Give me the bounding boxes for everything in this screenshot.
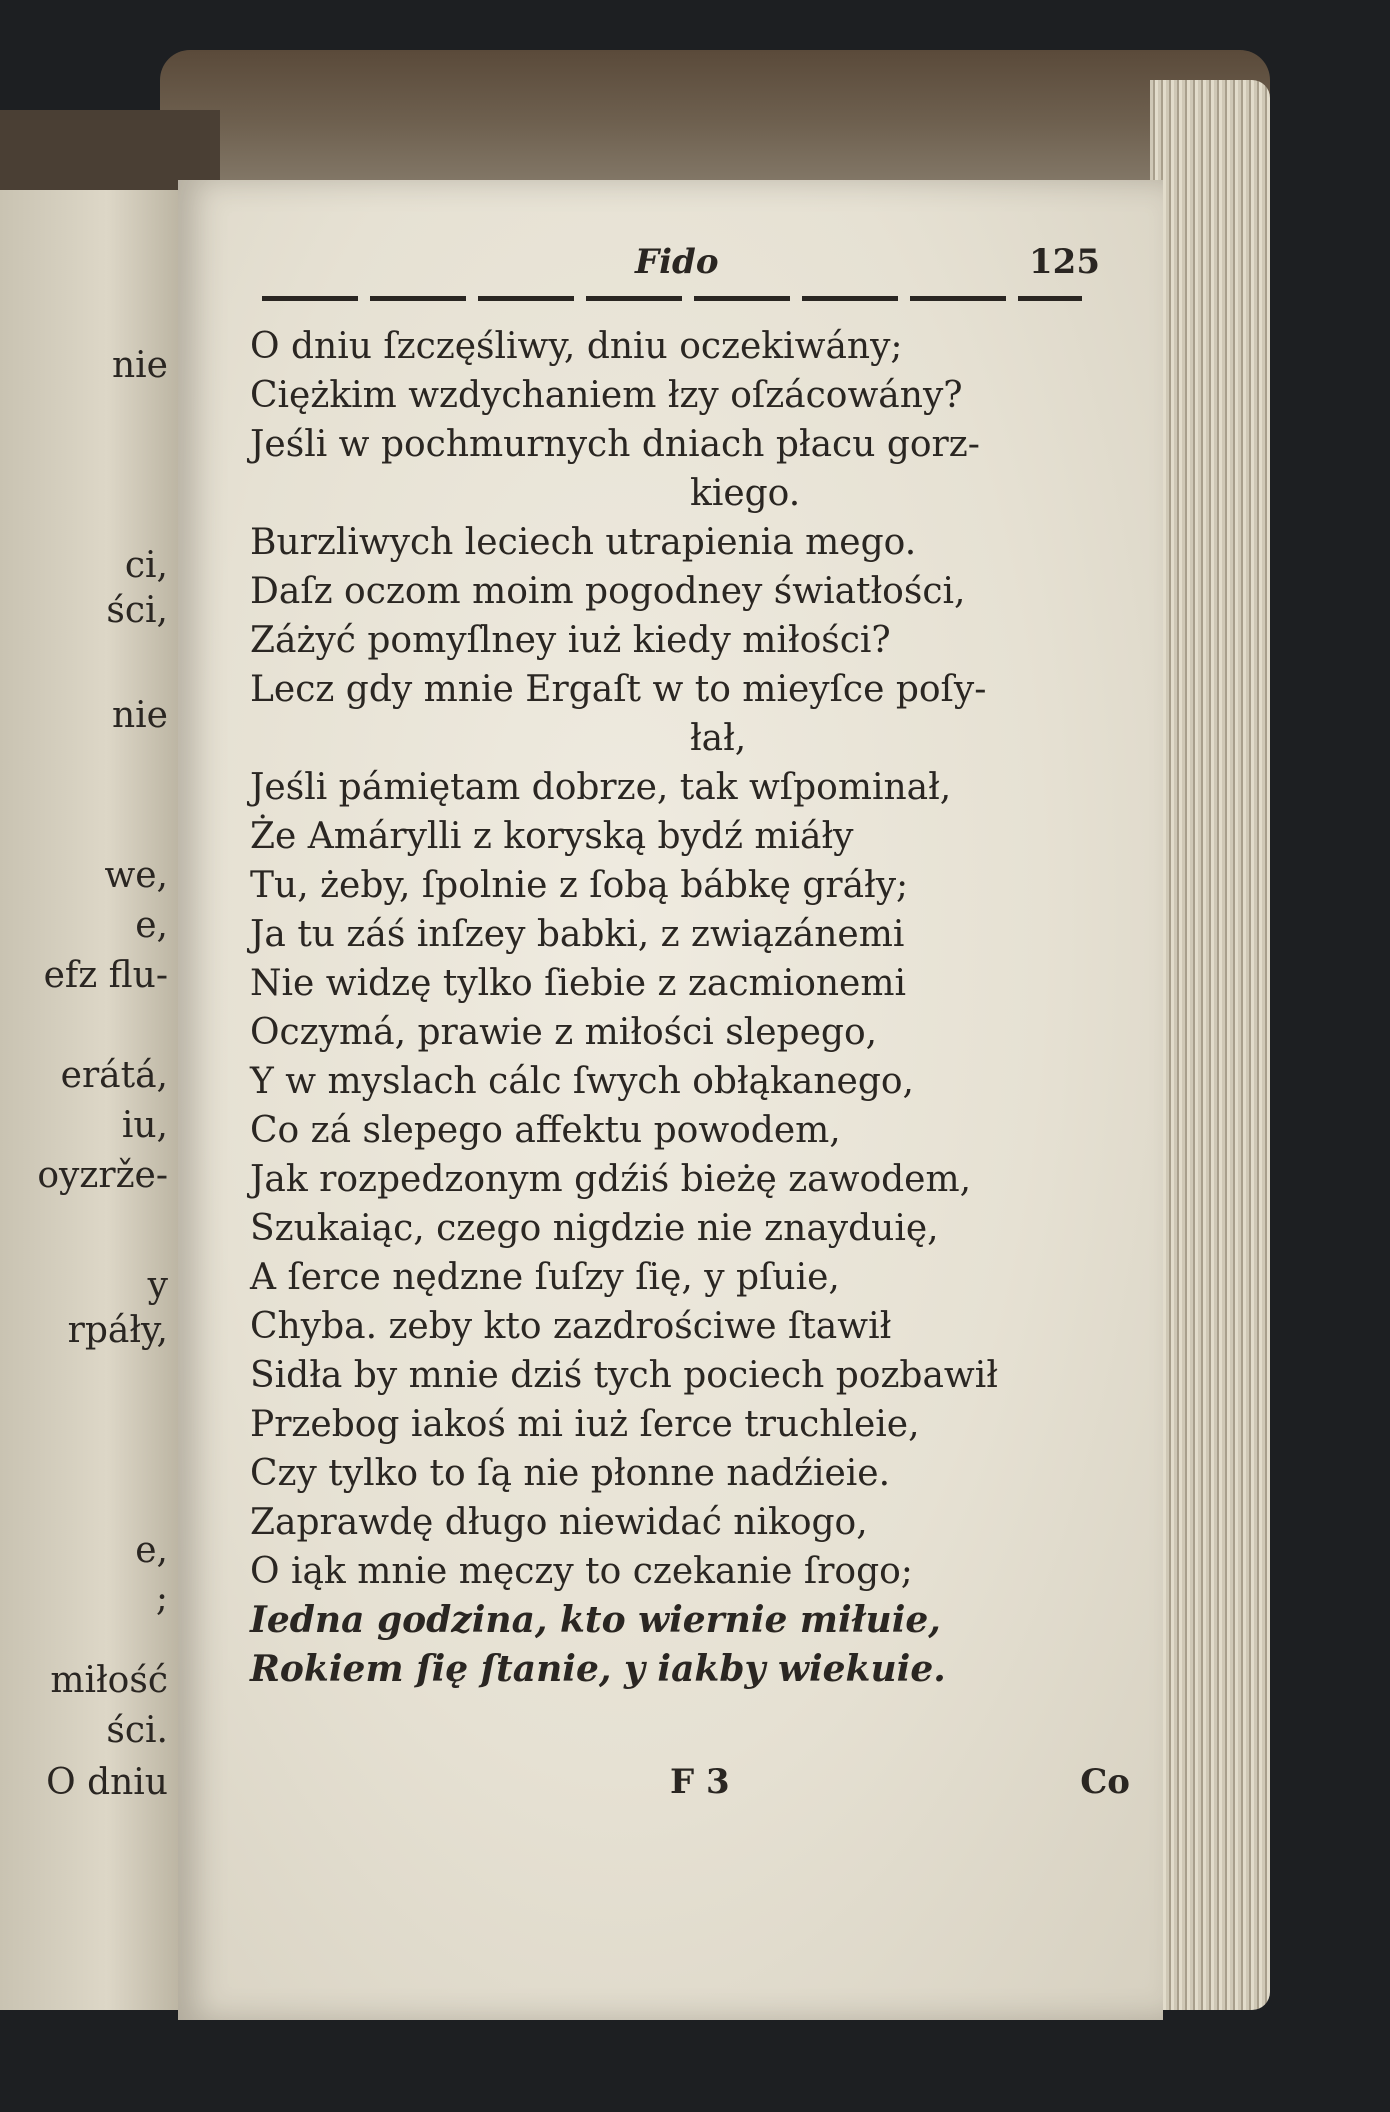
signature-mark: F 3 [670,1762,730,1802]
poem-line: Szukaiąc, czego nigdzie nie znayduię, [250,1208,939,1249]
poem-line: Ciężkim wzdychaniem łzy oſzácowány? [250,375,963,416]
poem-line: Przebog iakoś mi iuż ſerce truchleie, [250,1404,920,1445]
left-fragment: we, [104,855,168,896]
poem-line: Y w myslach cálc ſwych obłąkanego, [250,1061,914,1102]
left-fragment: ści. [106,1710,168,1751]
poem-line: Lecz gdy mnie Ergaſt w to mieyſce poſy- [250,669,987,710]
left-fragment: iu, [121,1105,168,1146]
left-fragment: nie [111,345,168,386]
poem-line: O iąk mnie męczy to czekanie ſrogo; [250,1551,913,1592]
page-footer [250,1762,1130,1812]
poem-line: A ſerce nędzne ſuſzy ſię, y pſuie, [250,1257,840,1298]
poem-line: kiego. [690,473,801,514]
poem-line: Iedna godzina, kto wiernie miłuie, [250,1599,941,1641]
poem-line: Jeśli pámiętam dobrze, tak wſpominał, [250,767,952,808]
poem-line: Oczymá, prawie z miłości slepego, [250,1012,878,1053]
poem-line: Záżyć pomyſlney iuż kiedy miłości? [250,620,891,661]
running-head: Fido [635,242,719,282]
left-fragment: rpáły, [67,1310,168,1351]
poem-line: Czy tylko to ſą nie płonne nadźieie. [250,1453,891,1494]
left-fragment: ; [155,1578,168,1619]
poem-line: Zaprawdę długo niewidać nikogo, [250,1502,868,1543]
left-fragment: O dniu [46,1762,168,1803]
left-fragment: ci, [124,545,168,586]
poem-line: Sidła by mnie dziś tych pociech pozbawił [250,1355,998,1396]
left-fragment: e, [135,1530,168,1571]
left-fragment: y [147,1265,168,1306]
poem-line: Burzliwych leciech utrapienia mego. [250,522,917,563]
poem-line: łał, [690,718,747,759]
page-edges [1150,80,1270,2010]
left-fragment: ści, [106,590,168,631]
page-header [250,242,1100,292]
poem-line: Daſz oczom moim pogodney światłości, [250,571,966,612]
poem-text [250,322,1120,1694]
poem-line: Jeśli w pochmurnych dniach płacu gorz- [250,424,980,465]
poem-line: Chyba. zeby kto zazdrościwe ſtawił [250,1306,892,1347]
left-fragment: e, [135,905,168,946]
poem-line: Jak rozpedzonym gdźiś bieżę zawodem, [250,1159,972,1200]
left-fragment: efz flu- [43,955,168,996]
poem-line: Że Amárylli z koryską bydź miáły [250,816,854,857]
poem-line: Rokiem ſię ſtanie, y iakby wiekuie. [250,1648,946,1690]
page-number: 125 [1029,242,1100,282]
left-fragment: erátá, [60,1055,168,1096]
poem-line: Ja tu záś inſzey babki, z związánemi [250,914,905,955]
left-fragment: miłość [50,1660,168,1701]
catchword: Co [1080,1762,1130,1802]
left-fragment: oyzrže- [37,1155,168,1196]
header-rule [262,296,1082,301]
poem-line: Nie widzę tylko ſiebie z zacmionemi [250,963,907,1004]
poem-line: Tu, żeby, ſpolnie z ſobą bábkę gráły; [250,865,909,906]
poem-line: Co zá slepego affektu powodem, [250,1110,841,1151]
left-fragment: nie [111,695,168,736]
poem-line: O dniu ſzczęśliwy, dniu oczekiwány; [250,326,903,367]
